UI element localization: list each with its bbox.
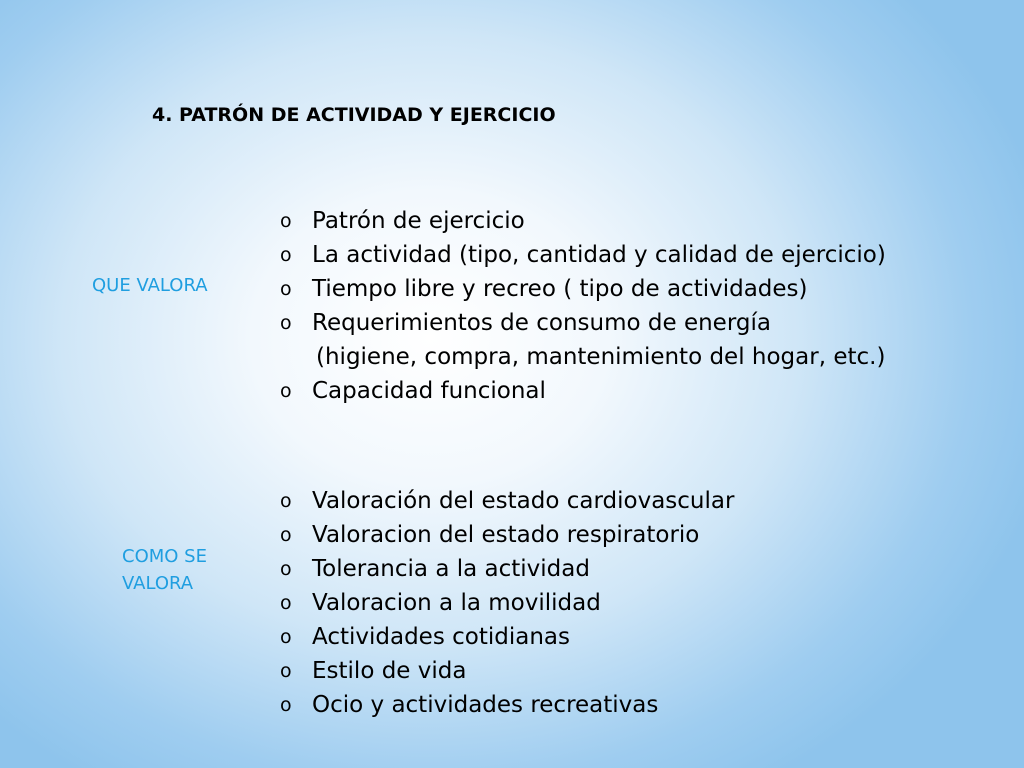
list-item — [280, 586, 734, 620]
bullet-marker: o — [280, 558, 292, 580]
list-item-text: Patrón de ejercicio — [312, 208, 525, 234]
list-item — [280, 272, 886, 306]
list-item — [280, 238, 886, 272]
bullet-marker: o — [280, 626, 292, 648]
bullet-marker: o — [280, 380, 292, 402]
list-item-text: Tiempo libre y recreo ( tipo de actividades) — [312, 276, 808, 302]
list-item-text: La actividad (tipo, cantidad y calidad de ejercicio) — [312, 242, 886, 268]
list-item-text: Tolerancia a la actividad — [312, 556, 590, 582]
list-item-text: Ocio y actividades recreativas — [312, 692, 659, 718]
list-item-text: Requerimientos de consumo de energía — [312, 310, 771, 336]
bullet-marker: o — [280, 490, 292, 512]
list-item — [280, 620, 734, 654]
bullet-marker: o — [280, 694, 292, 716]
bullet-marker: o — [280, 312, 292, 334]
list-item — [280, 552, 734, 586]
bullet-marker: o — [280, 244, 292, 266]
list-item — [280, 688, 734, 722]
list-item-continuation: (higiene, compra, mantenimiento del hogar, etc.) — [316, 344, 886, 370]
list-item — [280, 484, 734, 518]
slide-title: 4. PATRÓN DE ACTIVIDAD Y EJERCICIO — [152, 104, 556, 126]
list-item — [280, 306, 886, 374]
bullet-marker: o — [280, 524, 292, 546]
list-item — [280, 654, 734, 688]
como-se-valora-list — [280, 484, 734, 722]
bullet-marker: o — [280, 278, 292, 300]
bullet-marker: o — [280, 592, 292, 614]
list-item-text: Valoracion del estado respiratorio — [312, 522, 700, 548]
list-item — [280, 374, 886, 408]
bullet-marker: o — [280, 660, 292, 682]
list-item — [280, 204, 886, 238]
como-se-valora-label: COMO SE VALORA — [122, 546, 207, 594]
list-item-text: Valoración del estado cardiovascular — [312, 488, 735, 514]
list-item-text: Actividades cotidianas — [312, 624, 570, 650]
bullet-marker: o — [280, 210, 292, 232]
list-item-text: Valoracion a la movilidad — [312, 590, 601, 616]
list-item-text: Capacidad funcional — [312, 378, 546, 404]
list-item-text: Estilo de vida — [312, 658, 467, 684]
list-item — [280, 518, 734, 552]
que-valora-label: QUE VALORA — [92, 275, 208, 296]
que-valora-list — [280, 204, 886, 408]
